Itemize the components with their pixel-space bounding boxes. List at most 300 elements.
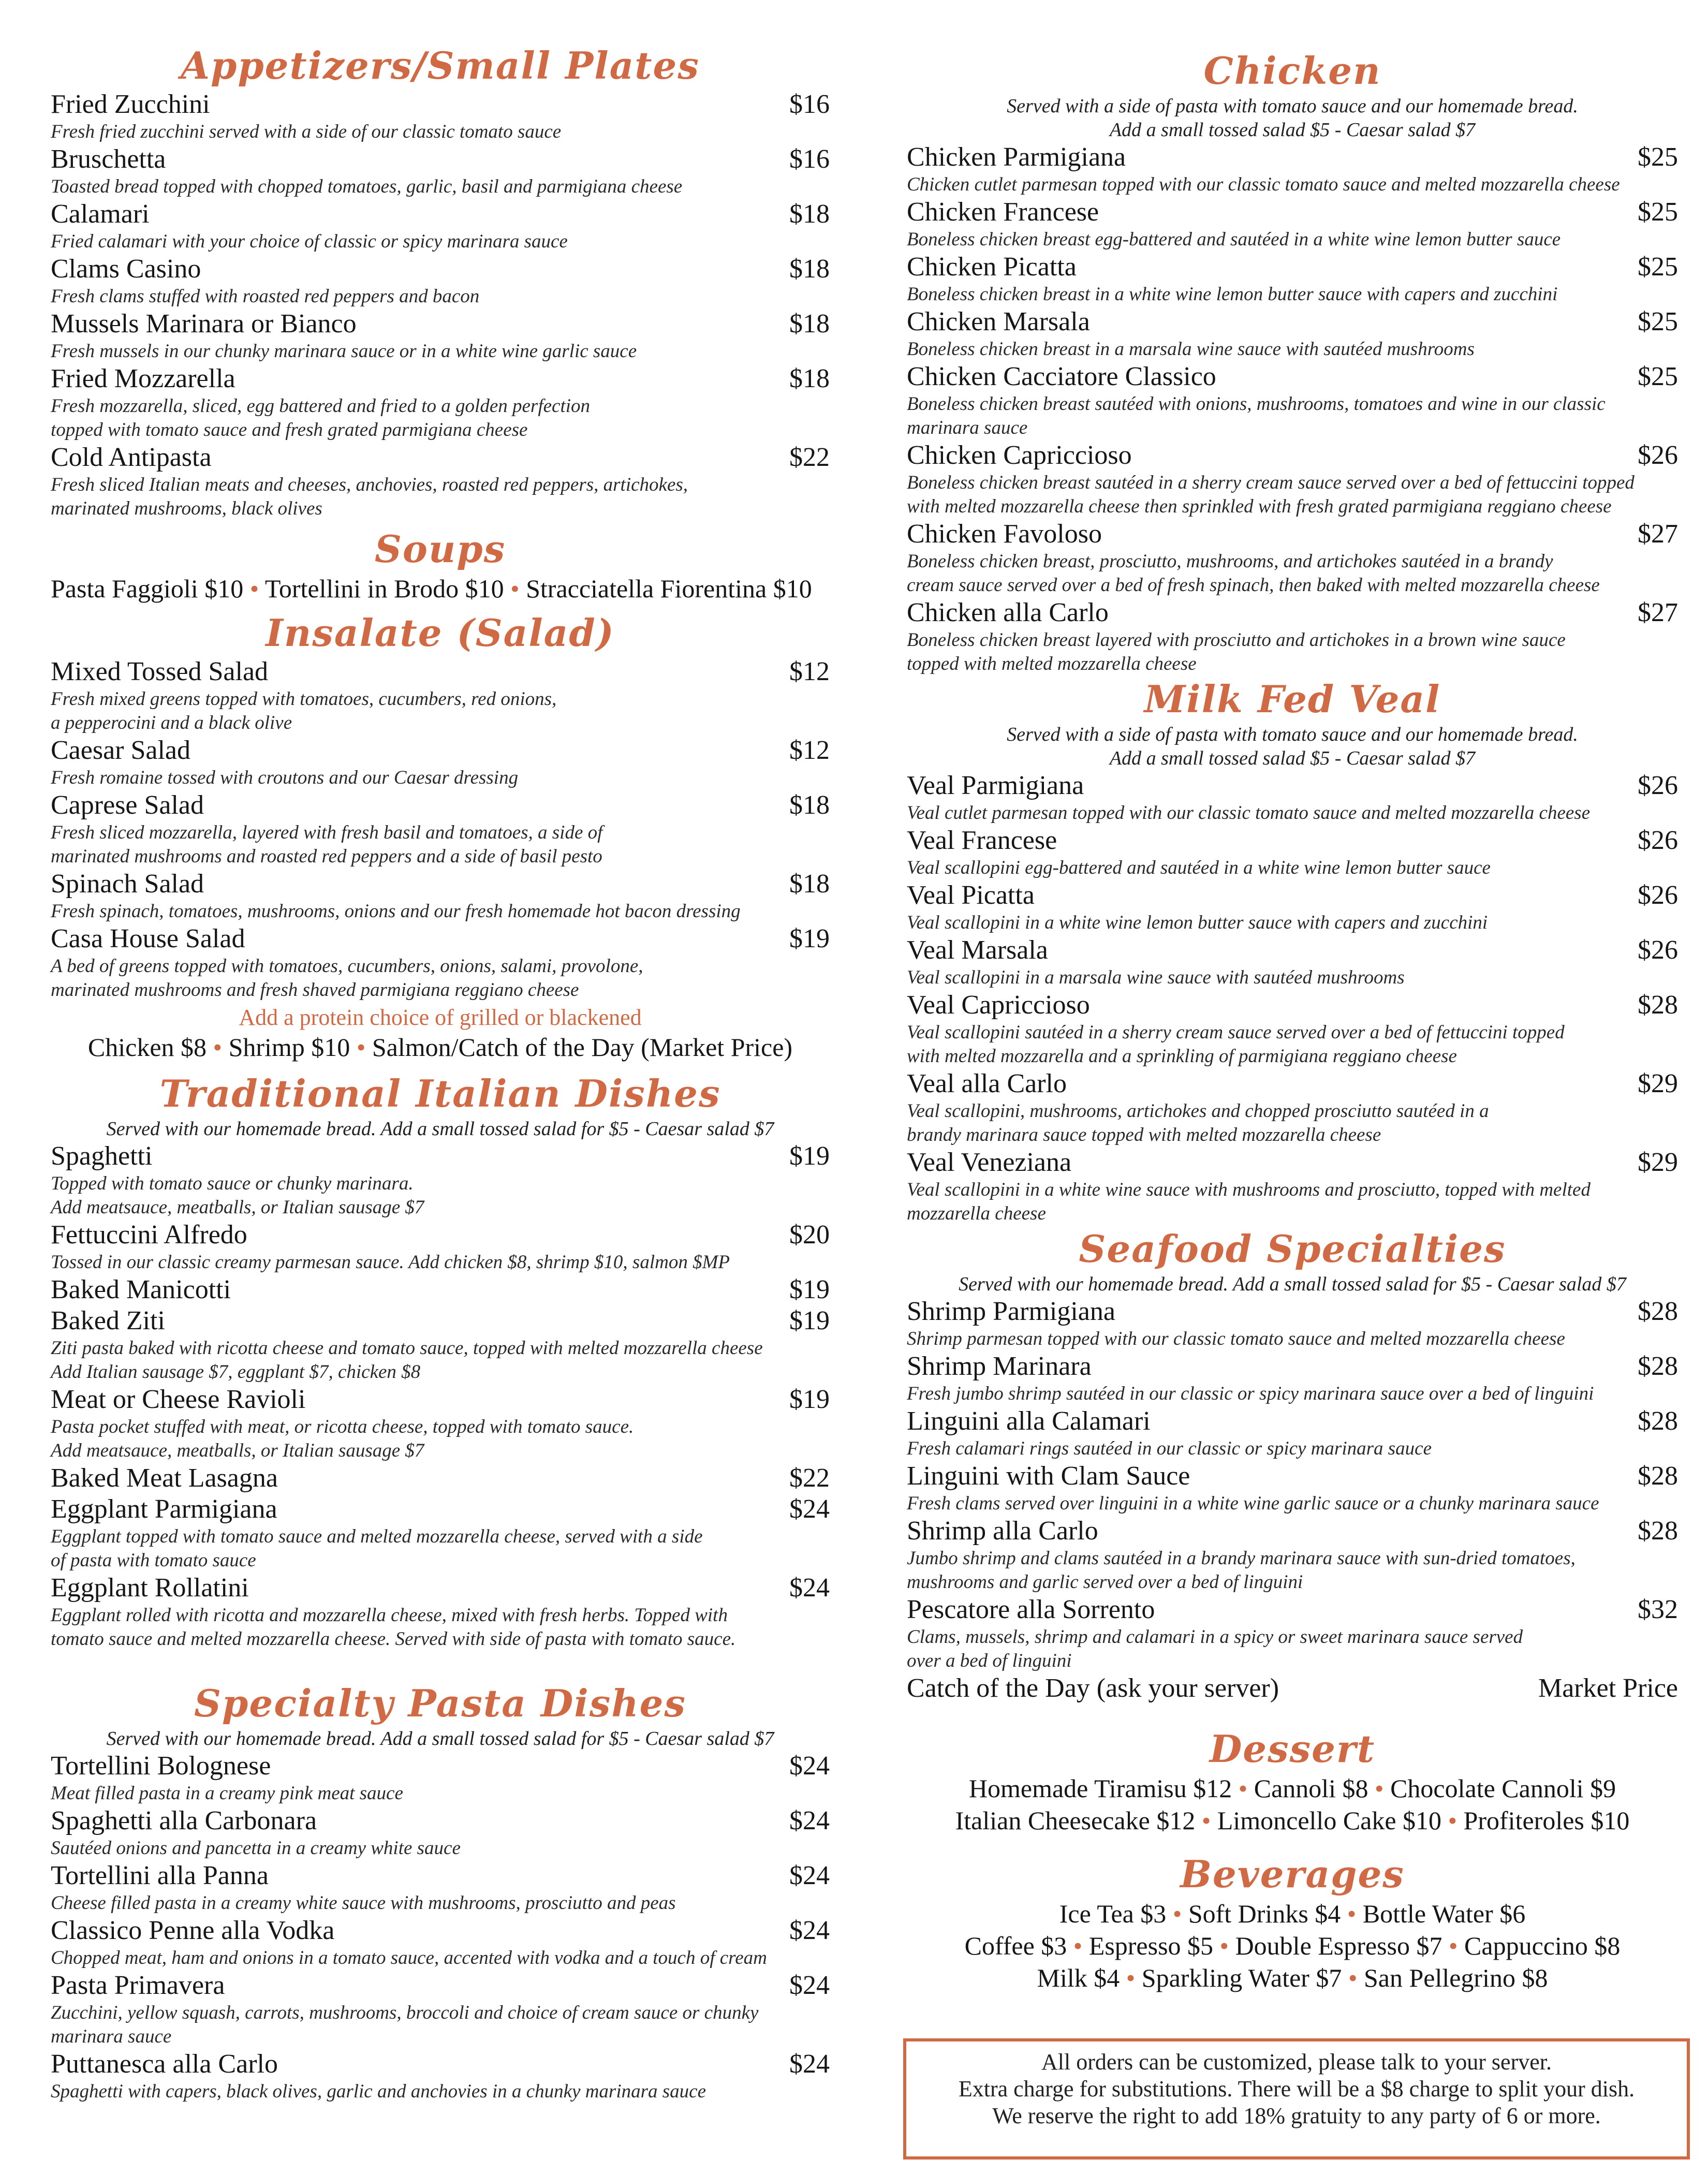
menu-item: [907, 825, 1678, 880]
menu-item: [51, 144, 830, 199]
menu-item: [907, 197, 1678, 252]
menu-item-description: Ziti pasta baked with ricotta cheese and tomato sauce, topped with melted mozzarella cheese Add Italian sausage $7, eggplant $7, chicken $8: [51, 1338, 763, 1383]
menu-item: [51, 1384, 830, 1463]
menu-item-price: $19: [789, 924, 830, 953]
menu-item-description: Fresh clams served over linguini in a white wine garlic sauce or a chunky marinara sauce: [907, 1493, 1599, 1514]
menu-item: [51, 1220, 830, 1274]
separator-dot: •: [1238, 1774, 1248, 1803]
menu-item-row: [51, 1494, 830, 1525]
menu-item-description: Chicken cutlet parmesan topped with our classic tomato sauce and melted mozzarella cheese: [907, 174, 1620, 195]
menu-item: [907, 1406, 1678, 1461]
menu-item-price: $26: [1638, 826, 1678, 855]
right-column: [907, 0, 1678, 1994]
menu-item-description: Veal scallopini in a marsala wine sauce with sautéed mushrooms: [907, 967, 1405, 988]
menu-item-price: $28: [1638, 1406, 1678, 1436]
beverage-line: [907, 1930, 1678, 1962]
separator-dot: •: [510, 574, 520, 603]
menu-item-row: [907, 1296, 1678, 1327]
menu-item-name: Baked Manicotti: [51, 1275, 231, 1304]
menu-item-row: [51, 144, 830, 175]
inline-item: Pasta Faggioli $10: [51, 574, 244, 603]
separator-dot: •: [1449, 1931, 1458, 1960]
menu-item-name: Meat or Cheese Ravioli: [51, 1385, 306, 1414]
menu-item-name: Baked Ziti: [51, 1306, 165, 1335]
protein-note: Add a protein choice of grilled or blackened: [239, 1005, 642, 1030]
menu-item-name: Classico Penne alla Vodka: [51, 1916, 335, 1945]
menu-item: [51, 1970, 830, 2049]
inline-item: Stracciatella Fiorentina $10: [526, 574, 812, 603]
menu-item-row: [51, 1305, 830, 1336]
inline-item: Limoncello Cake $10: [1217, 1806, 1442, 1835]
dessert-line: [907, 1772, 1678, 1804]
menu-item-price: $18: [789, 869, 830, 899]
inline-item: Sparkling Water $7: [1141, 1963, 1342, 1992]
menu-item: [907, 1296, 1678, 1351]
menu-item-row: [907, 1673, 1678, 1704]
separator-dot: •: [356, 1033, 366, 1062]
menu-item-description: Veal scallopini in a white wine lemon butter sauce with capers and zucchini: [907, 912, 1488, 933]
menu-item-description: Boneless chicken breast sautéed in a sherry cream sauce served over a bed of fettuccini topped with melted mozzarella cheese then sprinkled with fresh grated parmigiana reggiano cheese: [907, 472, 1635, 517]
menu-item: [907, 935, 1678, 990]
menu-item-row: [51, 2049, 830, 2080]
section-title: Chicken: [1203, 49, 1381, 93]
menu-item-price: $18: [789, 199, 830, 229]
menu-item-row: [51, 790, 830, 821]
inline-item: Cappuccino $8: [1464, 1931, 1621, 1960]
inline-item: Coffee $3: [964, 1931, 1067, 1960]
menu-item-name: Veal Francese: [907, 826, 1057, 855]
inline-item: Cannoli $8: [1254, 1774, 1368, 1803]
menu-item-price: $28: [1638, 1352, 1678, 1381]
menu-item-description: Eggplant topped with tomato sauce and melted mozzarella cheese, served with a side of pasta with tomato sauce: [51, 1526, 703, 1571]
menu-item: [51, 1751, 830, 1805]
menu-item-name: Bruschetta: [51, 144, 166, 174]
menu-item-name: Shrimp Parmigiana: [907, 1297, 1115, 1326]
menu-item-price: $24: [789, 1573, 830, 1603]
menu-item: [907, 990, 1678, 1068]
menu-item-price: $28: [1638, 990, 1678, 1020]
menu-item: [51, 89, 830, 144]
separator-dot: •: [1126, 1963, 1136, 1992]
separator-dot: •: [1201, 1806, 1211, 1835]
menu-item: [907, 306, 1678, 361]
menu-item-row: [907, 1594, 1678, 1625]
menu-item: [51, 656, 830, 735]
inline-item: Soft Drinks $4: [1188, 1899, 1341, 1928]
inline-item: Chocolate Cannoli $9: [1390, 1774, 1616, 1803]
menu-item-price: $18: [789, 254, 830, 284]
menu-item: [51, 1494, 830, 1573]
menu-item-row: [907, 440, 1678, 471]
menu-item: [51, 363, 830, 442]
menu-item-price: $26: [1638, 935, 1678, 965]
menu-item-name: Pasta Primavera: [51, 1971, 225, 2000]
menu-item-row: [51, 1573, 830, 1604]
section-title: Soups: [374, 527, 506, 571]
menu-item-price: $16: [789, 90, 830, 119]
menu-item-price: $19: [789, 1275, 830, 1304]
menu-item-price: $24: [789, 1751, 830, 1781]
section-title: Traditional Italian Dishes: [159, 1071, 721, 1115]
menu-item-description: Boneless chicken breast sautéed with onions, mushrooms, tomatoes and wine in our classic marinara sauce: [907, 393, 1606, 438]
menu-item-description: Fresh romaine tossed with croutons and our Caesar dressing: [51, 767, 519, 788]
menu-item-name: Mussels Marinara or Bianco: [51, 309, 357, 339]
menu-item-price: $25: [1638, 362, 1678, 391]
menu-item-description: Meat filled pasta in a creamy pink meat sauce: [51, 1783, 403, 1804]
menu-item-description: Boneless chicken breast egg-battered and sautéed in a white wine lemon butter sauce: [907, 229, 1561, 250]
menu-item-name: Chicken alla Carlo: [907, 598, 1109, 627]
inline-item: Tortellini in Brodo $10: [264, 574, 504, 603]
menu-item: [907, 880, 1678, 935]
section-title: Seafood Specialties: [1079, 1227, 1506, 1271]
menu-item-row: [907, 597, 1678, 628]
menu-item: [51, 199, 830, 254]
menu-item-name: Tortellini alla Panna: [51, 1861, 269, 1890]
menu-item-price: $24: [789, 1861, 830, 1890]
separator-dot: •: [1172, 1899, 1182, 1928]
menu-item: [51, 442, 830, 521]
menu-item-description: Veal cutlet parmesan topped with our classic tomato sauce and melted mozzarella cheese: [907, 802, 1591, 824]
menu-item-description: Fresh fried zucchini served with a side of our classic tomato sauce: [51, 121, 562, 142]
menu-item-row: [51, 89, 830, 120]
menu-item-description: Veal scallopini egg-battered and sautéed in a white wine lemon butter sauce: [907, 857, 1491, 878]
menu-item-row: [51, 869, 830, 900]
menu-item-name: Caesar Salad: [51, 736, 191, 765]
section-subtitle: Served with a side of pasta with tomato sauce and our homemade bread. Add a small tossed salad $5 - Caesar salad $7: [1007, 95, 1578, 141]
menu-item-name: Veal Picatta: [907, 880, 1035, 910]
menu-item-description: Eggplant rolled with ricotta and mozzarella cheese, mixed with fresh herbs. Topped with tomato sauce and melted mozzarella cheese. Served with side of pasta with tomato sauce.: [51, 1605, 736, 1650]
menu-item: [51, 1305, 830, 1384]
menu-item: [51, 1915, 830, 1970]
menu-item-description: Fresh sliced mozzarella, layered with fresh basil and tomatoes, a side of marinated mushrooms and roasted red peppers and a side of basil pesto: [51, 822, 603, 867]
menu-item-row: [51, 1915, 830, 1946]
menu-item-row: [907, 990, 1678, 1021]
menu-item-description: Fresh clams stuffed with roasted red peppers and bacon: [51, 286, 480, 307]
menu-item-name: Veal Veneziana: [907, 1148, 1072, 1177]
menu-item: [907, 1351, 1678, 1406]
menu-item-description: Boneless chicken breast layered with prosciutto and artichokes in a brown wine sauce topped with melted mozzarella cheese: [907, 629, 1566, 674]
menu-item-price: $27: [1638, 519, 1678, 549]
menu-item-name: Clams Casino: [51, 254, 201, 284]
menu-item: [51, 1274, 830, 1305]
menu-item-name: Puttanesca alla Carlo: [51, 2049, 278, 2079]
menu-item-row: [907, 1147, 1678, 1178]
menu-item-description: Boneless chicken breast in a marsala wine sauce with sautéed mushrooms: [907, 339, 1475, 360]
menu-item: [907, 440, 1678, 519]
menu-item-description: Topped with tomato sauce or chunky marinara. Add meatsauce, meatballs, or Italian sausage $7: [51, 1173, 424, 1218]
menu-item-price: $26: [1638, 440, 1678, 470]
menu-item-name: Calamari: [51, 199, 150, 229]
menu-item-description: Boneless chicken breast, prosciutto, mushrooms, and artichokes sautéed in a brandy cream sauce served over a bed of fresh spinach, then baked with melted mozzarella cheese: [907, 551, 1600, 596]
inline-item: Bottle Water $6: [1362, 1899, 1526, 1928]
menu-item-description: Veal scallopini sautéed in a sherry cream sauce served over a bed of fettuccini topped with melted mozzarella and a sprinkling of parmigiana reggiano cheese: [907, 1022, 1565, 1067]
menu-item-price: $18: [789, 309, 830, 339]
menu-item: [907, 1594, 1678, 1673]
menu-item-row: [51, 442, 830, 473]
menu-item-name: Veal alla Carlo: [907, 1069, 1067, 1098]
menu-item-name: Casa House Salad: [51, 924, 245, 953]
menu-item-price: $24: [789, 1806, 830, 1835]
menu-item-name: Fried Zucchini: [51, 90, 210, 119]
menu-item-row: [51, 923, 830, 954]
inline-item: San Pellegrino $8: [1363, 1963, 1548, 1992]
menu-item-name: Spinach Salad: [51, 869, 204, 899]
menu-item-price: $24: [789, 2049, 830, 2079]
menu-item-price: Market Price: [1538, 1673, 1678, 1703]
menu-item-name: Spaghetti: [51, 1141, 153, 1171]
menu-item-price: $19: [789, 1306, 830, 1335]
separator-dot: •: [1375, 1774, 1384, 1803]
section-subtitle: Served with our homemade bread. Add a small tossed salad for $5 - Caesar salad $7: [106, 1728, 774, 1750]
menu-item-description: Pasta pocket stuffed with meat, or ricotta cheese, topped with tomato sauce. Add meatsauce, meatballs, or Italian sausage $7: [51, 1416, 634, 1461]
menu-item: [51, 2049, 830, 2104]
menu-item-price: $28: [1638, 1516, 1678, 1546]
menu-item-price: $12: [789, 657, 830, 686]
inline-item: Chicken $8: [87, 1033, 207, 1062]
inline-item: Profiteroles $10: [1463, 1806, 1630, 1835]
beverage-line: [907, 1962, 1678, 1994]
menu-item-name: Chicken Picatta: [907, 252, 1077, 282]
protein-options: [51, 1031, 830, 1063]
menu-item-price: $18: [789, 790, 830, 820]
menu-item-row: [907, 1461, 1678, 1492]
menu-item-price: $29: [1638, 1069, 1678, 1098]
menu-item: [51, 254, 830, 309]
section-title: Insalate (Salad): [266, 611, 615, 655]
menu-item-name: Veal Parmigiana: [907, 771, 1084, 800]
menu-item-price: $22: [789, 1463, 830, 1493]
menu-item-row: [51, 1751, 830, 1782]
menu-item-row: [51, 199, 830, 230]
menu-item: [51, 1573, 830, 1651]
menu-item: [51, 869, 830, 923]
menu-item-name: Eggplant Rollatini: [51, 1573, 249, 1603]
menu-item-price: $12: [789, 736, 830, 765]
section-title: Milk Fed Veal: [1144, 677, 1441, 721]
menu-item-price: $25: [1638, 197, 1678, 227]
menu-item-price: $26: [1638, 771, 1678, 800]
left-column: [51, 0, 830, 2104]
menu-item-price: $25: [1638, 307, 1678, 336]
menu-item-name: Mixed Tossed Salad: [51, 657, 269, 686]
section-subtitle: Served with our homemade bread. Add a small tossed salad for $5 - Caesar salad $7: [959, 1273, 1626, 1295]
menu-item-description: Sautéed onions and pancetta in a creamy white sauce: [51, 1838, 461, 1859]
menu-item-description: Tossed in our classic creamy parmesan sauce. Add chicken $8, shrimp $10, salmon $MP: [51, 1252, 730, 1273]
menu-item-price: $32: [1638, 1595, 1678, 1624]
menu-item: [907, 1147, 1678, 1226]
menu-item-description: Spaghetti with capers, black olives, garlic and anchovies in a chunky marinara sauce: [51, 2081, 706, 2102]
menu-item-description: Zucchini, yellow squash, carrots, mushrooms, broccoli and choice of cream sauce or chunky marinara sauce: [51, 2002, 759, 2047]
menu-item-price: $25: [1638, 142, 1678, 172]
menu-item-name: Catch of the Day (ask your server): [907, 1673, 1279, 1703]
menu-item-row: [51, 1463, 830, 1494]
menu-item: [907, 1516, 1678, 1594]
menu-item-row: [51, 1274, 830, 1305]
menu-item-name: Shrimp Marinara: [907, 1352, 1092, 1381]
policy-notice: [903, 2038, 1690, 2160]
menu-item-name: Veal Capriccioso: [907, 990, 1090, 1020]
menu-item-name: Linguini with Clam Sauce: [907, 1461, 1190, 1491]
menu-item-name: Pescatore alla Sorrento: [907, 1595, 1155, 1624]
menu-item: [907, 361, 1678, 440]
menu-item-row: [51, 1141, 830, 1172]
menu-item-description: Fresh spinach, tomatoes, mushrooms, onions and our fresh homemade hot bacon dressing: [51, 901, 741, 922]
section-title: Appetizers/Small Plates: [181, 43, 700, 87]
menu-item-row: [51, 309, 830, 340]
menu-item: [907, 519, 1678, 597]
section-subtitle: Served with our homemade bread. Add a small tossed salad for $5 - Caesar salad $7: [106, 1118, 774, 1140]
menu-item-description: Fresh jumbo shrimp sautéed in our classic or spicy marinara sauce over a bed of linguini: [907, 1383, 1594, 1404]
menu-item-name: Fettuccini Alfredo: [51, 1220, 247, 1250]
menu-item-price: $24: [789, 1494, 830, 1524]
menu-item-name: Linguini alla Calamari: [907, 1406, 1151, 1436]
menu-item-name: Fried Mozzarella: [51, 364, 235, 393]
menu-item-description: Fresh mozzarella, sliced, egg battered and fried to a golden perfection topped with tomato sauce and fresh grated parmigiana cheese: [51, 395, 590, 440]
menu-item-row: [51, 735, 830, 766]
menu-item: [907, 1673, 1678, 1704]
inline-item: Milk $4: [1037, 1963, 1120, 1992]
menu-item: [51, 790, 830, 869]
menu-item-price: $18: [789, 364, 830, 393]
menu-item-name: Cold Antipasta: [51, 443, 212, 472]
menu-item: [907, 252, 1678, 306]
menu-item: [51, 923, 830, 1002]
menu-item-row: [51, 363, 830, 394]
menu-item-name: Baked Meat Lasagna: [51, 1463, 278, 1493]
menu-item-row: [51, 1970, 830, 2001]
menu-item-description: Fresh calamari rings sautéed in our classic or spicy marinara sauce: [907, 1438, 1432, 1459]
menu-item-description: Fried calamari with your choice of classic or spicy marinara sauce: [51, 231, 568, 252]
menu-item-price: $19: [789, 1141, 830, 1171]
menu-item-description: Veal scallopini, mushrooms, artichokes and chopped prosciutto sautéed in a brandy marinara sauce topped with melted mozzarella cheese: [907, 1100, 1489, 1145]
menu-item-row: [907, 935, 1678, 966]
menu-item-description: Boneless chicken breast in a white wine lemon butter sauce with capers and zucchini: [907, 284, 1558, 305]
menu-item: [907, 1461, 1678, 1516]
menu-item: [907, 597, 1678, 676]
soups-line: [51, 572, 830, 605]
menu-item-row: [51, 254, 830, 285]
menu-item-price: $24: [789, 1971, 830, 2000]
menu-item-price: $28: [1638, 1297, 1678, 1326]
menu-item-price: $29: [1638, 1148, 1678, 1177]
menu-item-row: [907, 1516, 1678, 1547]
separator-dot: •: [1073, 1931, 1083, 1960]
menu-item-row: [907, 361, 1678, 392]
menu-item-name: Tortellini Bolognese: [51, 1751, 271, 1781]
menu-item: [51, 1860, 830, 1915]
menu-item-row: [51, 1384, 830, 1415]
inline-item: Italian Cheesecake $12: [955, 1806, 1196, 1835]
menu-item-name: Spaghetti alla Carbonara: [51, 1806, 317, 1835]
menu-item-row: [907, 142, 1678, 173]
menu-item-description: Chopped meat, ham and onions in a tomato sauce, accented with vodka and a touch of cream: [51, 1947, 767, 1969]
menu-item-row: [51, 1805, 830, 1837]
menu-item-row: [907, 1068, 1678, 1099]
menu-item: [51, 309, 830, 363]
separator-dot: •: [1448, 1806, 1457, 1835]
dessert-line: [907, 1804, 1678, 1837]
menu-item-description: Fresh mussels in our chunky marinara sauce or in a white wine garlic sauce: [51, 341, 637, 362]
menu-item-row: [51, 1220, 830, 1251]
menu-item: [907, 770, 1678, 825]
menu-item: [51, 1805, 830, 1860]
menu-item-price: $19: [789, 1385, 830, 1414]
menu-item-name: Chicken Favoloso: [907, 519, 1102, 549]
section-subtitle: Served with a side of pasta with tomato sauce and our homemade bread. Add a small tossed salad $5 - Caesar salad $7: [1007, 724, 1578, 769]
separator-dot: •: [213, 1033, 223, 1062]
beverage-line: [907, 1898, 1678, 1930]
separator-dot: •: [249, 574, 259, 603]
menu-item-row: [907, 880, 1678, 911]
menu-item-row: [907, 825, 1678, 856]
menu-item-description: Toasted bread topped with chopped tomatoes, garlic, basil and parmigiana cheese: [51, 176, 683, 197]
section-title: Dessert: [1209, 1727, 1376, 1771]
menu-item-row: [907, 252, 1678, 283]
notice-line: We reserve the right to add 18% gratuity to any party of 6 or more.: [992, 2103, 1601, 2128]
menu-item: [51, 1141, 830, 1220]
menu-item-name: Chicken Francese: [907, 197, 1099, 227]
menu-item-price: $28: [1638, 1461, 1678, 1491]
menu-item: [907, 1068, 1678, 1147]
inline-item: Shrimp $10: [228, 1033, 350, 1062]
separator-dot: •: [1219, 1931, 1229, 1960]
menu-item-name: Chicken Cacciatore Classico: [907, 362, 1216, 391]
menu-item-row: [907, 1406, 1678, 1437]
menu-item-price: $16: [789, 144, 830, 174]
menu-item: [51, 735, 830, 790]
section-title: Beverages: [1180, 1852, 1405, 1896]
menu-item-name: Caprese Salad: [51, 790, 204, 820]
menu-item-row: [51, 1860, 830, 1891]
menu-item-row: [907, 306, 1678, 337]
menu-item-price: $25: [1638, 252, 1678, 282]
menu-item-price: $22: [789, 443, 830, 472]
menu-item: [51, 1463, 830, 1494]
notice-line: Extra charge for substitutions. There will be a $8 charge to split your dish.: [958, 2076, 1635, 2102]
menu-item-price: $27: [1638, 598, 1678, 627]
menu-item-description: Jumbo shrimp and clams sautéed in a brandy marinara sauce with sun-dried tomatoes, mushrooms and garlic served over a bed of linguini: [907, 1548, 1576, 1593]
menu-item-description: Fresh sliced Italian meats and cheeses, anchovies, roasted red peppers, artichokes, marinated mushrooms, black olives: [51, 474, 688, 519]
menu-item-name: Shrimp alla Carlo: [907, 1516, 1098, 1546]
inline-item: Homemade Tiramisu $12: [968, 1774, 1232, 1803]
menu-item: [907, 142, 1678, 197]
menu-item-description: Shrimp parmesan topped with our classic tomato sauce and melted mozzarella cheese: [907, 1328, 1565, 1349]
menu-item-name: Chicken Capriccioso: [907, 440, 1132, 470]
section-title: Specialty Pasta Dishes: [194, 1681, 686, 1725]
inline-item: Espresso $5: [1088, 1931, 1214, 1960]
menu-item-price: $20: [789, 1220, 830, 1250]
menu-item-row: [907, 770, 1678, 801]
menu-item-name: Veal Marsala: [907, 935, 1048, 965]
menu-item-description: Clams, mussels, shrimp and calamari in a spicy or sweet marinara sauce served over a bed of linguini: [907, 1626, 1523, 1671]
menu-item-name: Chicken Marsala: [907, 307, 1090, 336]
menu-item-row: [51, 656, 830, 687]
separator-dot: •: [1348, 1963, 1358, 1992]
menu-item-row: [907, 1351, 1678, 1382]
inline-item: Salmon/Catch of the Day (Market Price): [372, 1033, 793, 1062]
separator-dot: •: [1347, 1899, 1357, 1928]
menu-item-name: Eggplant Parmigiana: [51, 1494, 277, 1524]
menu-item-description: Veal scallopini in a white wine sauce with mushrooms and prosciutto, topped with melted mozzarella cheese: [907, 1179, 1591, 1224]
menu-item-price: $26: [1638, 880, 1678, 910]
menu-item-name: Chicken Parmigiana: [907, 142, 1126, 172]
menu-item-description: Cheese filled pasta in a creamy white sauce with mushrooms, prosciutto and peas: [51, 1892, 676, 1914]
menu-item-row: [907, 197, 1678, 228]
inline-item: Double Espresso $7: [1235, 1931, 1442, 1960]
menu-item-price: $24: [789, 1916, 830, 1945]
menu-item-row: [907, 519, 1678, 550]
menu-item-description: Fresh mixed greens topped with tomatoes, cucumbers, red onions, a pepperocini and a black olive: [51, 688, 557, 733]
